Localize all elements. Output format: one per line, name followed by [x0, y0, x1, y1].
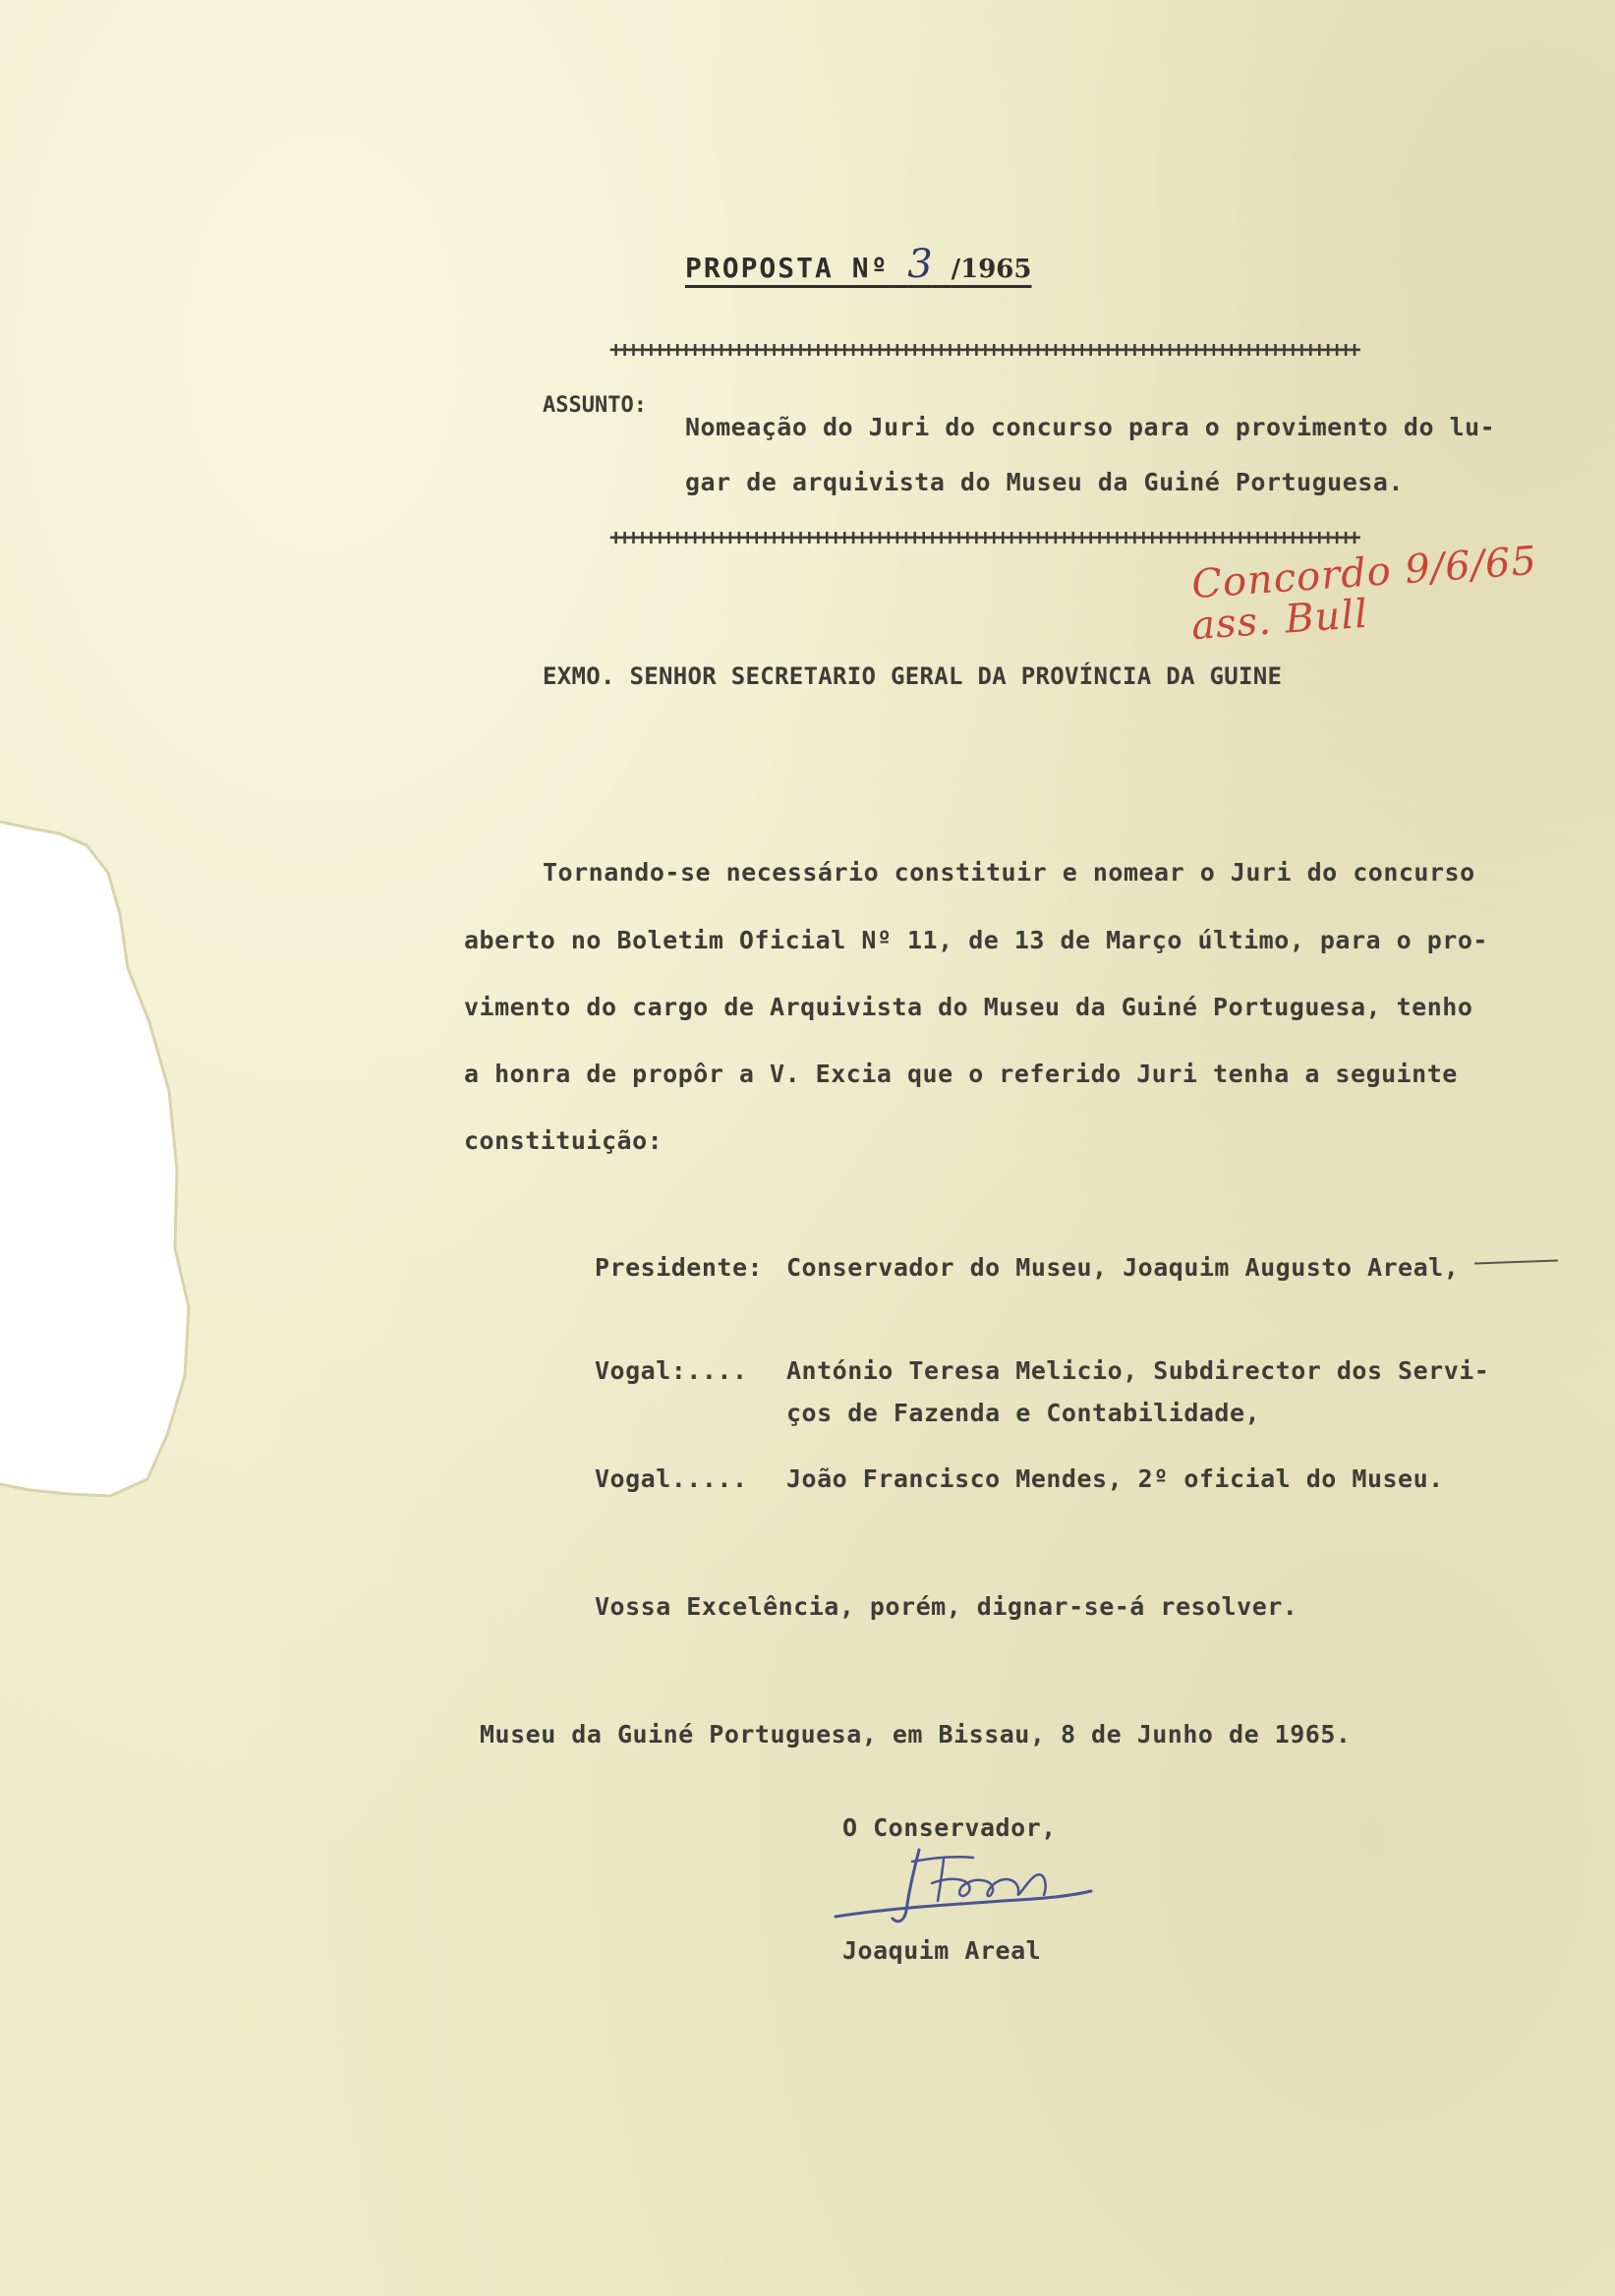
signature [826, 1840, 1101, 1938]
jury-vogal-label: Vogal:.... [595, 1356, 748, 1385]
body-line: constituição: [464, 1126, 663, 1155]
addressee: EXMO. SENHOR SECRETARIO GERAL DA PROVÍNCIA DA GUINE [543, 662, 1283, 690]
body-line: Tornando-se necessário constituir e nomear o Juri do concurso [543, 858, 1475, 887]
subject-line: gar de arquivista do Museu da Guiné Portuguesa. [685, 468, 1404, 496]
jury-vogal-value: João Francisco Mendes, 2º oficial do Museu. [786, 1464, 1444, 1493]
jury-vogal-value: ços de Fazenda e Contabilidade, [786, 1399, 1261, 1427]
proposal-number-handwritten: 3 [907, 242, 933, 287]
jury-president-value: Conservador do Museu, Joaquim Augusto Areal, [786, 1253, 1460, 1282]
subject-line: Nomeação do Juri do concurso para o provimento do lu- [685, 413, 1496, 441]
closing-line: Vossa Excelência, porém, dignar-se-á resolver. [595, 1592, 1298, 1621]
signatory-role: O Conservador, [842, 1813, 1057, 1842]
handwritten-approval: ass. Bull [1189, 591, 1370, 650]
pen-stroke [1474, 1260, 1558, 1265]
signatory-name: Joaquim Areal [842, 1936, 1042, 1965]
body-line: vimento do cargo de Arquivista do Museu da Guiné Portuguesa, tenho [464, 993, 1473, 1021]
body-line: aberto no Boletim Oficial Nº 11, de 13 de Março último, para o pro- [464, 926, 1488, 954]
jury-vogal-value: António Teresa Melicio, Subdirector dos Servi- [786, 1356, 1490, 1385]
separator-line: +++++++++++++++++++++++++++++++++++++++++++++++++++++++++++++++++++++++++++++++++++++ [609, 338, 1357, 363]
handwritten-approval: Concordo 9/6/65 [1189, 538, 1539, 608]
body-line: a honra de propôr a V. Excia que o referido Juri tenha a seguinte [464, 1060, 1458, 1088]
separator-line: +++++++++++++++++++++++++++++++++++++++++++++++++++++++++++++++++++++++++++++++++++++ [609, 526, 1357, 550]
jury-president-label: Presidente: [595, 1253, 764, 1282]
document-title: PROPOSTA Nº 3 /1965 [685, 242, 1032, 287]
subject-label: ASSUNTO: [543, 393, 647, 418]
jury-vogal-label: Vogal..... [595, 1464, 748, 1493]
place-date: Museu da Guiné Portuguesa, em Bissau, 8 de Junho de 1965. [480, 1720, 1352, 1749]
